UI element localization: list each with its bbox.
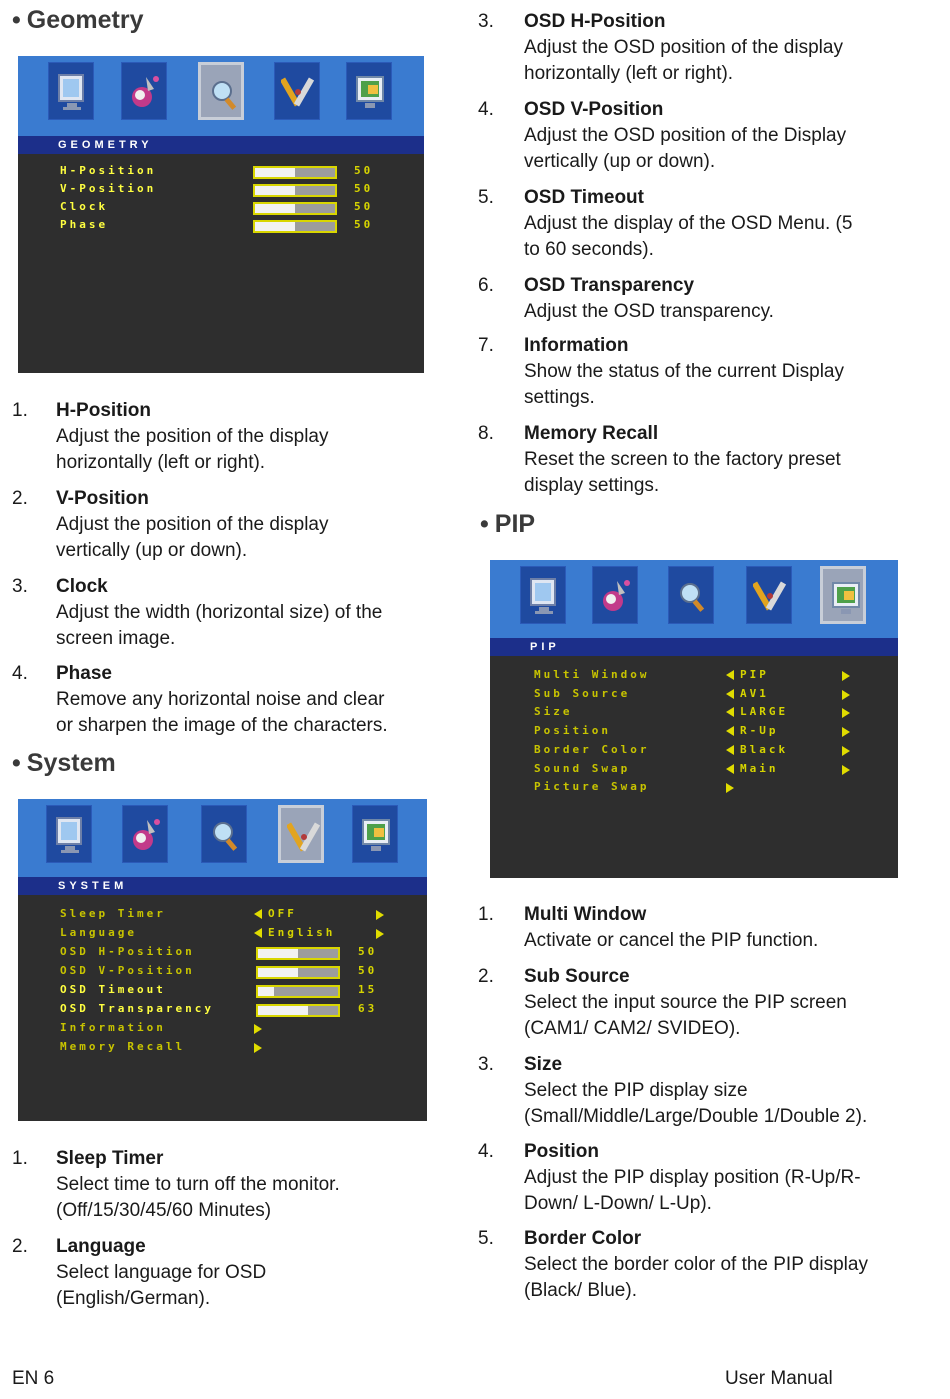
osd-level-bar [256, 966, 340, 979]
osd-row-label: Clock [60, 200, 109, 213]
osd-row-label: Position [534, 724, 611, 738]
item-description: Select the border color of the PIP display (Black/ Blue). [524, 1254, 868, 1301]
osd-row-label: Language [60, 926, 137, 939]
tools-icon [278, 805, 324, 863]
item-body [56, 1146, 340, 1224]
color-icon [121, 62, 167, 120]
osd-row-label: Information [60, 1021, 166, 1034]
item-number: 1. [12, 400, 28, 421]
osd-row [60, 1040, 420, 1058]
osd-row-value [726, 724, 779, 737]
item-description: Remove any horizontal noise and clear or sharpen the image of the characters. [56, 689, 388, 736]
osd-row [534, 724, 894, 742]
osd-level-bar [253, 202, 337, 215]
item-description: Adjust the display of the OSD Menu. (5 to 60 seconds). [524, 213, 853, 260]
osd-row-value-text: R-Up [740, 724, 779, 738]
osd-icon-bar [18, 56, 424, 136]
monitor-icon [46, 805, 92, 863]
item-number: 3. [478, 11, 494, 32]
list-item [12, 574, 452, 654]
osd-row-label: Border Color [534, 742, 650, 756]
page-number: EN 6 [12, 1368, 55, 1389]
item-description: Select time to turn off the monitor. (Off/15/30/45/60 Minutes) [56, 1174, 340, 1221]
item-title: Multi Window [524, 904, 647, 925]
pip-osd-screenshot [490, 560, 898, 878]
osd-row-label: Sub Source [534, 686, 631, 700]
arrow-right-icon [726, 783, 734, 793]
item-body [524, 185, 852, 263]
color-icon [592, 566, 638, 624]
geometry-icon [668, 566, 714, 624]
document-title: User Manual [725, 1368, 833, 1389]
osd-level-bar [256, 947, 340, 960]
system-heading: • System [12, 749, 116, 777]
osd-level-bar [253, 166, 337, 179]
item-body [524, 964, 847, 1042]
list-item [478, 333, 918, 413]
item-description: Adjust the width (horizontal size) of the screen image. [56, 602, 383, 649]
osd-row [60, 182, 420, 200]
item-number: 2. [12, 1236, 28, 1257]
osd-row-value [254, 907, 297, 920]
item-number: 1. [478, 904, 494, 925]
pip-icon [346, 62, 392, 120]
item-title: Sub Source [524, 966, 630, 987]
osd-row-value: 63 [358, 1002, 378, 1015]
item-description: Adjust the position of the display horizontally (left or right). [56, 426, 329, 473]
osd-row-value: 50 [354, 182, 374, 195]
osd-row-value-text: LARGE [740, 705, 789, 719]
osd-icon-bar [18, 799, 427, 877]
item-number: 4. [478, 1141, 494, 1162]
arrow-right-icon [842, 690, 850, 700]
item-number: 2. [478, 966, 494, 987]
item-number: 8. [478, 423, 494, 444]
osd-row-label: Multi Window [534, 668, 650, 681]
osd-row-label: OSD Timeout [60, 983, 166, 996]
arrow-right-icon [254, 1043, 262, 1053]
osd-menu-title: GEOMETRY [18, 136, 424, 154]
osd-row-value [726, 762, 779, 775]
item-number: 5. [478, 187, 494, 208]
item-title: Clock [56, 576, 108, 597]
item-description: Adjust the OSD position of the Display vertically (up or down). [524, 125, 847, 172]
tools-icon [274, 62, 320, 120]
osd-row-value [726, 687, 769, 700]
osd-row [60, 926, 420, 944]
list-item [478, 9, 918, 89]
list-item [478, 964, 918, 1044]
item-title: OSD Timeout [524, 187, 644, 208]
osd-level-bar [256, 985, 340, 998]
item-body [524, 97, 846, 175]
arrow-right-icon [842, 765, 850, 775]
geometry-icon [198, 62, 244, 120]
item-description: Activate or cancel the PIP function. [524, 930, 819, 951]
arrow-left-icon [726, 707, 734, 717]
arrow-left-icon [726, 745, 734, 755]
item-title: Border Color [524, 1228, 642, 1249]
list-item [478, 97, 918, 177]
osd-row [60, 945, 420, 963]
item-title: OSD H-Position [524, 11, 666, 32]
arrow-right-icon [842, 708, 850, 718]
item-description: Show the status of the current Display settings. [524, 361, 844, 408]
osd-row [60, 964, 420, 982]
osd-row [60, 164, 420, 182]
osd-row [534, 762, 894, 780]
item-description: Select the PIP display size (Small/Middle/Large/Double 1/Double 2). [524, 1080, 868, 1127]
osd-row [60, 1021, 420, 1039]
item-title: V-Position [56, 488, 149, 509]
osd-row-label: Sleep Timer [60, 907, 166, 920]
osd-icon-bar [490, 560, 898, 638]
arrow-left-icon [254, 928, 262, 938]
item-description: Adjust the PIP display position (R-Up/R- Down/ L-Down/ L-Up). [524, 1167, 861, 1214]
osd-menu-title: PIP [490, 638, 898, 656]
geometry-icon [201, 805, 247, 863]
osd-row-value-text: Main [740, 761, 779, 775]
osd-row [534, 668, 894, 686]
list-item [12, 1146, 452, 1226]
osd-row-value [726, 705, 788, 718]
osd-row [534, 743, 894, 761]
osd-row-label: Memory Recall [60, 1040, 186, 1053]
item-body [524, 421, 841, 499]
list-item [478, 185, 918, 265]
item-description: Reset the screen to the factory preset display settings. [524, 449, 841, 496]
osd-row-value-text: AV1 [740, 686, 769, 700]
item-title: Language [56, 1236, 146, 1257]
osd-row [534, 780, 894, 798]
arrow-left-icon [726, 689, 734, 699]
item-title: H-Position [56, 400, 151, 421]
item-body [524, 273, 774, 325]
geometry-heading: • Geometry [12, 6, 144, 34]
osd-row-label: V-Position [60, 182, 157, 195]
list-item [12, 661, 452, 741]
osd-row-label: Picture Swap [534, 780, 650, 794]
item-body [524, 902, 818, 954]
osd-row-label: OSD V-Position [60, 964, 195, 977]
osd-row-value: 15 [358, 983, 378, 996]
list-item [478, 1139, 918, 1219]
item-body [56, 661, 388, 739]
arrow-left-icon [726, 764, 734, 774]
item-number: 3. [12, 576, 28, 597]
item-number: 6. [478, 275, 494, 296]
osd-row [534, 687, 894, 705]
osd-level-bar [253, 220, 337, 233]
arrow-left-icon [254, 909, 262, 919]
osd-row-value [254, 926, 335, 939]
arrow-right-icon [842, 746, 850, 756]
osd-row-value: 50 [358, 945, 378, 958]
pip-icon [820, 566, 866, 624]
item-title: Phase [56, 663, 112, 684]
monitor-icon [520, 566, 566, 624]
item-title: OSD Transparency [524, 275, 695, 296]
item-number: 3. [478, 1054, 494, 1075]
arrow-right-icon [842, 727, 850, 737]
item-body [524, 1226, 868, 1304]
osd-row-label: OSD H-Position [60, 945, 195, 958]
arrow-right-icon [376, 910, 384, 920]
item-number: 5. [478, 1228, 494, 1249]
item-title: Size [524, 1054, 563, 1075]
osd-row [60, 218, 420, 236]
item-body [56, 398, 329, 476]
item-description: Select language for OSD (English/German). [56, 1262, 267, 1309]
item-body [56, 1234, 266, 1312]
item-body [524, 9, 843, 87]
list-item [12, 486, 452, 566]
osd-level-bar [253, 184, 337, 197]
list-item [478, 421, 918, 501]
item-body [524, 1139, 861, 1217]
tools-icon [746, 566, 792, 624]
item-title: Memory Recall [524, 423, 659, 444]
osd-menu-title: SYSTEM [18, 877, 427, 895]
osd-row-value [726, 743, 788, 756]
item-number: 4. [12, 663, 28, 684]
list-item [12, 398, 452, 478]
osd-row-label: Size [534, 705, 573, 719]
color-icon [122, 805, 168, 863]
osd-row [60, 907, 420, 925]
item-title: Information [524, 335, 629, 356]
osd-row-value: 50 [354, 200, 374, 213]
system-osd-screenshot [18, 799, 427, 1121]
item-number: 1. [12, 1148, 28, 1169]
monitor-icon [48, 62, 94, 120]
osd-row-label: Sound Swap [534, 761, 631, 775]
item-description: Adjust the position of the display vertically (up or down). [56, 514, 329, 561]
osd-row-label: OSD Transparency [60, 1002, 214, 1015]
osd-row [534, 705, 894, 723]
osd-row [60, 983, 420, 1001]
osd-row [60, 200, 420, 218]
arrow-right-icon [254, 1024, 262, 1034]
osd-row-value-text: PIP [740, 668, 769, 681]
osd-row-value: 50 [354, 164, 374, 177]
item-description: Adjust the OSD transparency. [524, 301, 774, 322]
osd-row-value [726, 668, 769, 681]
geometry-osd-screenshot [18, 56, 424, 373]
item-number: 7. [478, 335, 494, 356]
osd-row-label: H-Position [60, 164, 157, 177]
item-number: 2. [12, 488, 28, 509]
item-number: 4. [478, 99, 494, 120]
arrow-left-icon [726, 726, 734, 736]
list-item [478, 1226, 918, 1306]
item-title: OSD V-Position [524, 99, 664, 120]
item-body [524, 333, 844, 411]
arrow-right-icon [376, 929, 384, 939]
item-description: Adjust the OSD position of the display horizontally (left or right). [524, 37, 843, 84]
item-title: Position [524, 1141, 599, 1162]
list-item [12, 1234, 452, 1314]
list-item [478, 1052, 918, 1132]
arrow-left-icon [726, 670, 734, 680]
osd-row-value: 50 [358, 964, 378, 977]
item-description: Select the input source the PIP screen (CAM1/ CAM2/ SVIDEO). [524, 992, 847, 1039]
osd-level-bar [256, 1004, 340, 1017]
item-body [524, 1052, 867, 1130]
item-body [56, 486, 329, 564]
osd-row-value-text: OFF [268, 907, 297, 920]
osd-row-value-text: Black [740, 742, 789, 756]
osd-row-value: 50 [354, 218, 374, 231]
pip-heading: • PIP [480, 510, 536, 538]
arrow-right-icon [842, 671, 850, 681]
pip-icon [352, 805, 398, 863]
osd-row-label: Phase [60, 218, 109, 231]
osd-row [60, 1002, 420, 1020]
item-title: Sleep Timer [56, 1148, 164, 1169]
osd-row-value-text: English [268, 926, 336, 939]
item-body [56, 574, 382, 652]
